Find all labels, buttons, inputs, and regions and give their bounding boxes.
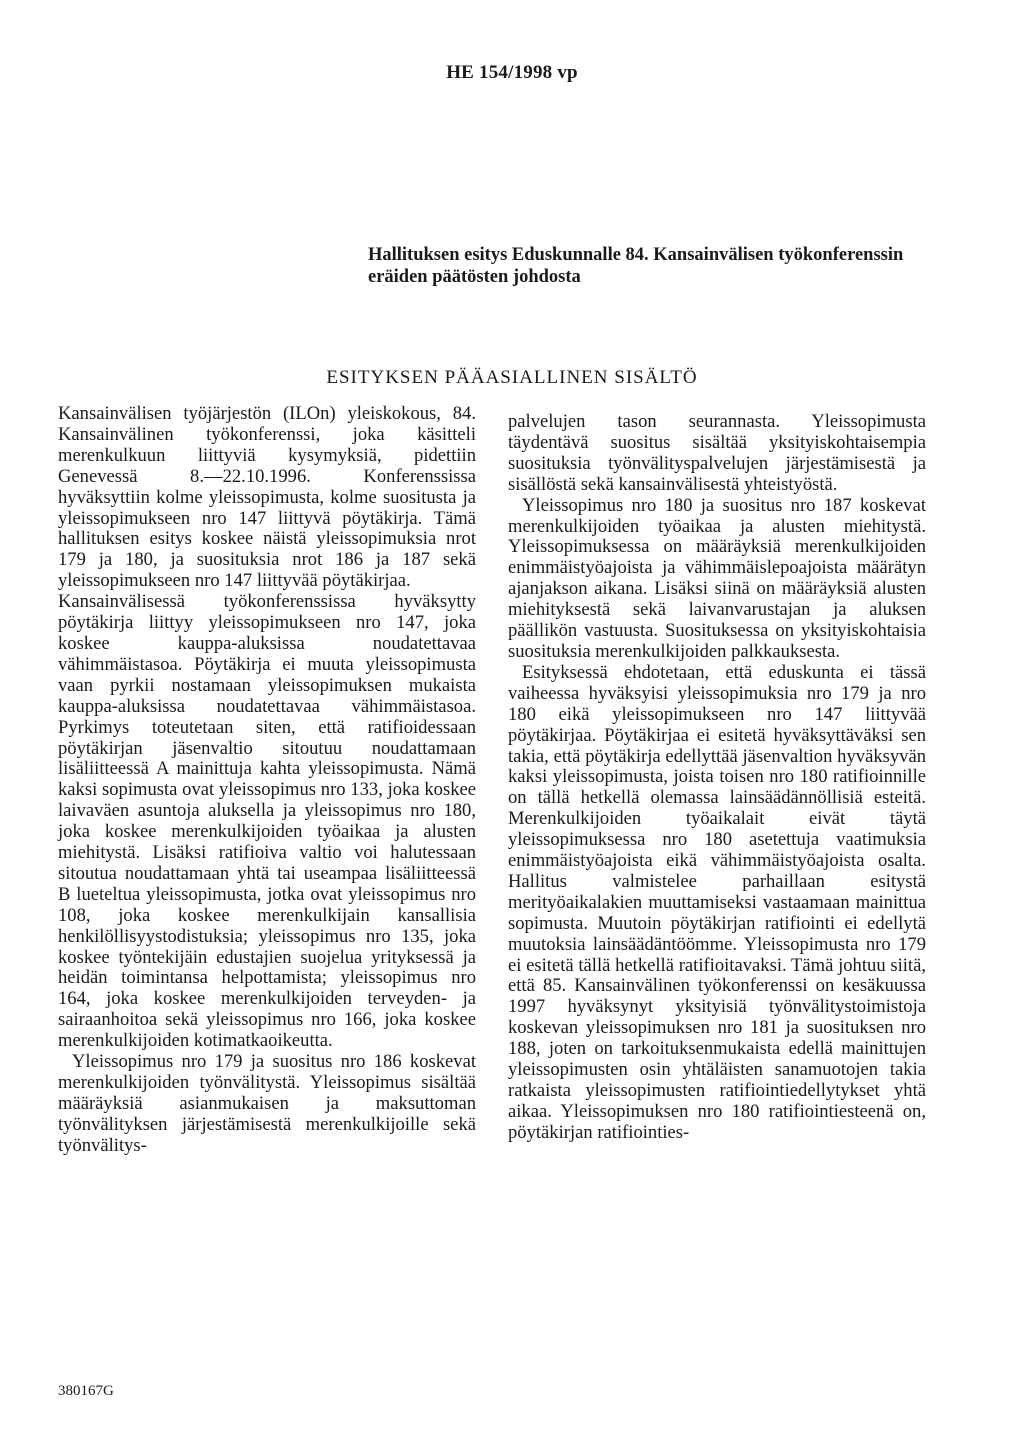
paragraph: Yleissopimus nro 180 ja suositus nro 187 koskevat merenkulkijoiden työaikaa ja alusten miehitystä. Yleissopimuksessa on määräyksiä merenkulkijoiden enimmäistyöajoista ja vähimmäislepoajoista määrätyn ajanjakson aikana. Lisäksi siinä on määräyksiä alusten miehityksestä sekä laivanvarustajan ja aluksen päällikön vastuusta. Suosituksessa on yksityiskohtaisia suosituksia merenkulkijoiden palkkauksesta. [508, 494, 926, 662]
document-reference: HE 154/1998 vp [446, 62, 578, 83]
paragraph: Esityksessä ehdotetaan, että eduskunta ei tässä vaiheessa hyväksyisi yleissopimuksia nro 179 ja nro 180 eikä yleissopimukseen nro 147 liittyvää pöytäkirjaa. Pöytäkirjaa ei esitetä hyväksyttäväksi sen takia, että pöytäkirja edellyttää jäsenvaltion hyväksyvän kaksi yleissopimusta, joista toisen nro 180 ratifioinnille on tällä hetkellä olemassa lainsäädännöllisiä esteitä. Merenkulkijoiden työaikalait eivät täytä yleissopimuksessa nro 180 asetettuja vaatimuksia enimmäistyöajoista eikä vähimmäistyöajoista osalta. Hallitus valmistelee parhaillaan esitystä merityöaikalakien muuttamiseksi vastaamaan mainittua sopimusta. Muutoin pöytäkirjan ratifiointi ei edellytä muutoksia lainsäädäntöömme. Yleissopimusta nro 179 ei esitetä tällä hetkellä ratifioitavaksi. Tämä johtuu siitä, että 85. Kansainvälinen työkonferenssi on kesäkuussa 1997 hyväksynyt yksityisiä työnvälitystoimistoja koskevan yleissopimuksen nro 181 ja suosituksen nro 188, joten on tarkoituksenmukaista edellä mainittujen yleissopimusten osin yhtäläisten sanamuotojen takia ratkaista yleissopimusten ratifiointiedellytykset yhtä aikaa. Yleissopimuksen nro 180 ratifiointiesteenä on, pöytäkirjan ratifiointies- [508, 661, 926, 1143]
paragraph: Kansainvälisessä työkonferenssissa hyväksytty pöytäkirja liittyy yleissopimukseen nro 147, joka koskee kauppa-aluksissa noudatettavaa vähimmäistasoa. Pöytäkirja ei muuta yleissopimusta vaan pyrkii nostamaan yleissopimuksen mukaista kauppa-aluksissa noudatettavaa vähimmäistasoa. Pyrkimys toteutetaan siten, että ratifioidessaan pöytäkirjan jäsenvaltio sitoutuu noudattamaan lisäliitteessä A mainittuja kahta yleissopimusta. Nämä kaksi sopimusta ovat yleissopimus nro 133, joka koskee laivaväen asuntoja aluksella ja yleissopimus nro 180, joka koskee merenkulkijoiden työaikaa ja alusten miehitystä. Lisäksi ratifioiva valtio voi halutessaan sitoutua noudattamaan yhtä tai useampaa lisäliitteessä B lueteltua yleissopimusta, jotka ovat yleissopimus nro 108, joka koskee merenkulkijain kansallisia henkilöllisyystodistuksia; yleissopimus nro 135, joka koskee työntekijäin edustajien suojelua yrityksessä ja heidän toimintansa helpottamista; yleissopimus nro 164, joka koskee merenkulkijoiden terveyden- ja sairaanhoitoa sekä yleissopimus nro 166, joka koskee merenkulkijoiden kotimatkaoikeutta. [58, 591, 476, 1052]
left-text-column [58, 404, 476, 1157]
paragraph: Kansainvälisen työjärjestön (ILOn) yleiskokous, 84. Kansainvälinen työkonferenssi, joka käsitteli merenkulkuun liittyviä kysymyksiä, pidettiin Genevessä 8.—22.10.1996. Konferenssissa hyväksyttiin kolme yleissopimusta, kolme suositusta ja yleissopimukseen nro 147 liittyvä pöytäkirja. Tämä hallituksen esitys koskee näistä yleissopimuksia nrot 179 ja 180, ja suosituksia nrot 186 ja 187 sekä yleissopimukseen nro 147 liittyvää pöytäkirjaa. [58, 403, 476, 592]
document-code: 380167G [58, 1383, 114, 1399]
paragraph: Yleissopimus nro 179 ja suositus nro 186 koskevat merenkulkijoiden työnvälitystä. Yleissopimus sisältää määräyksiä asianmukaisen ja maksuttoman työnvälityksen järjestämisestä merenkulkijoille sekä työnvälitys- [58, 1051, 476, 1156]
right-text-column [508, 412, 926, 1144]
paragraph: palvelujen tason seurannasta. Yleissopimusta täydentävä suositus sisältää yksityiskohtaisempia suosituksia työnvälityspalvelujen järjestämisestä ja sisällöstä sekä kansainvälisestä yhteistyöstä. [508, 411, 926, 495]
proposal-title: Hallituksen esitys Eduskunnalle 84. Kansainvälisen työkonferenssin eräiden päätösten johdosta [368, 245, 904, 287]
section-title: ESITYKSEN PÄÄASIALLINEN SISÄLTÖ [326, 367, 698, 388]
